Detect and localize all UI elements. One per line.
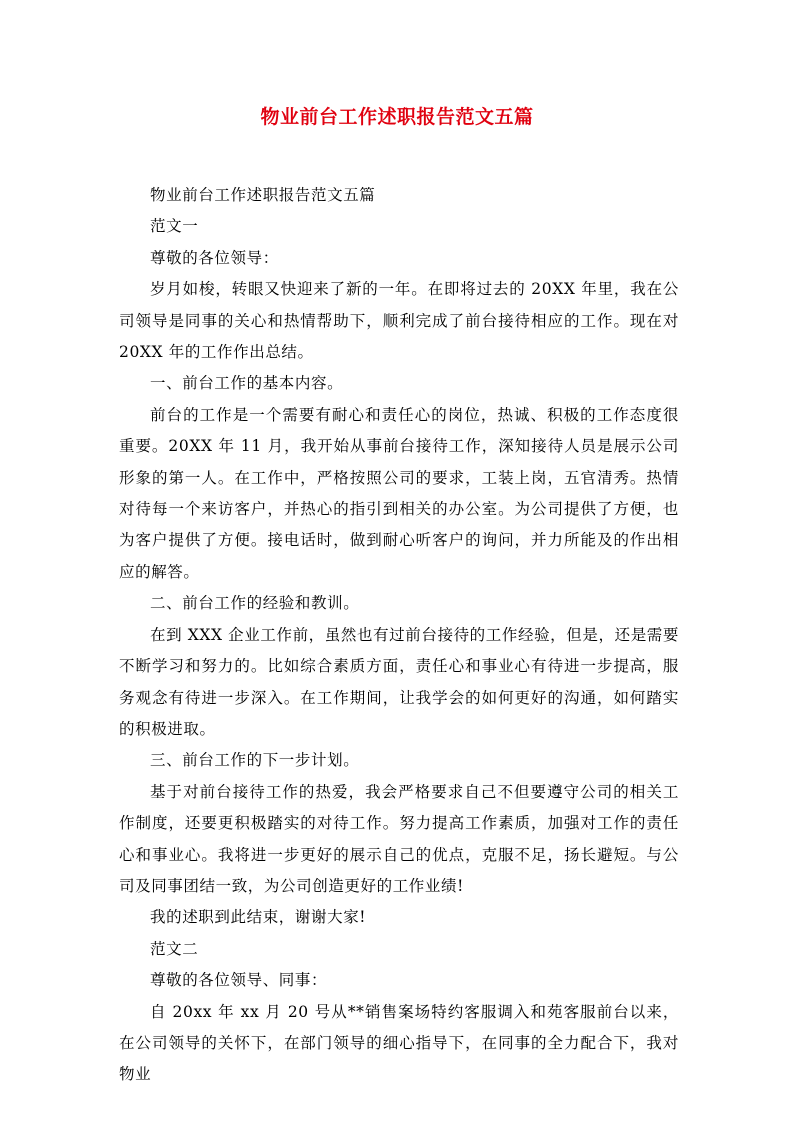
paragraph-salutation-1: 尊敬的各位领导： xyxy=(150,248,279,267)
paragraph-closing: 我的述职到此结束，谢谢大家! xyxy=(150,908,367,927)
paragraph-heading: 物业前台工作述职报告范文五篇 xyxy=(150,186,376,204)
paragraph-section-2: 在到 XXX 企业工作前，虽然也有过前台接待的工作经验，但是，还是需要不断学习和努力的。比如综合素质方面，责任心和事业心有待进一步提高，服务观念有待进一步深入。在工作期间，让我学会的如何更好的沟通，如何踏实的积极进取。 xyxy=(119,625,679,738)
section-heading-1: 一、前台工作的基本内容。 xyxy=(150,374,344,393)
paragraph-intro: 岁月如梭，转眼又快迎来了新的一年。在即将过去的 20XX 年里，我在公司领导是同事的关心和热情帮助下，顺利完成了前台接待相应的工作。现在对 20XX 年的工作作出总结。 xyxy=(119,280,679,362)
paragraph-salutation-2: 尊敬的各位领导、同事： xyxy=(150,971,328,990)
paragraph-sample-one-label: 范文一 xyxy=(150,217,199,236)
document-title: 物业前台工作述职报告范文五篇 xyxy=(260,106,534,128)
paragraph-section-3: 基于对前台接待工作的热爱，我会严格要求自己不但要遵守公司的相关工作制度，还要更积极踏实的对待工作。努力提高工作素质，加强对工作的责任心和事业心。我将进一步更好的展示自己的优点，克服不足，扬长避短。与公司及同事团结一致，为公司创造更好的工作业绩! xyxy=(119,782,679,895)
section-heading-2: 二、前台工作的经验和教训。 xyxy=(150,594,360,613)
paragraph-sample-two-start: 自 20xx 年 xx 月 20 号从**销售案场特约客服调入和苑客服前台以来，在公司领导的关怀下，在部门领导的细心指导下，在同事的全力配合下，我对物业 xyxy=(119,1002,679,1084)
paragraph-section-1: 前台的工作是一个需要有耐心和责任心的岗位，热诚、积极的工作态度很重要。20XX 年 11 月，我开始从事前台接待工作，深知接待人员是展示公司形象的第一人。在工作中，严格按照公司的要求，工装上岗，五官清秀。热情对待每一个来访客户，并热心的指引到相关的办公室。为公司提供了方便，也为客户提供了方便。接电话时，做到耐心听客户的询问，并力所能及的作出相应的解答。 xyxy=(119,405,679,581)
section-heading-3: 三、前台工作的下一步计划。 xyxy=(150,751,360,770)
document-body xyxy=(119,180,679,1091)
paragraph-sample-two-label: 范文二 xyxy=(150,939,199,958)
